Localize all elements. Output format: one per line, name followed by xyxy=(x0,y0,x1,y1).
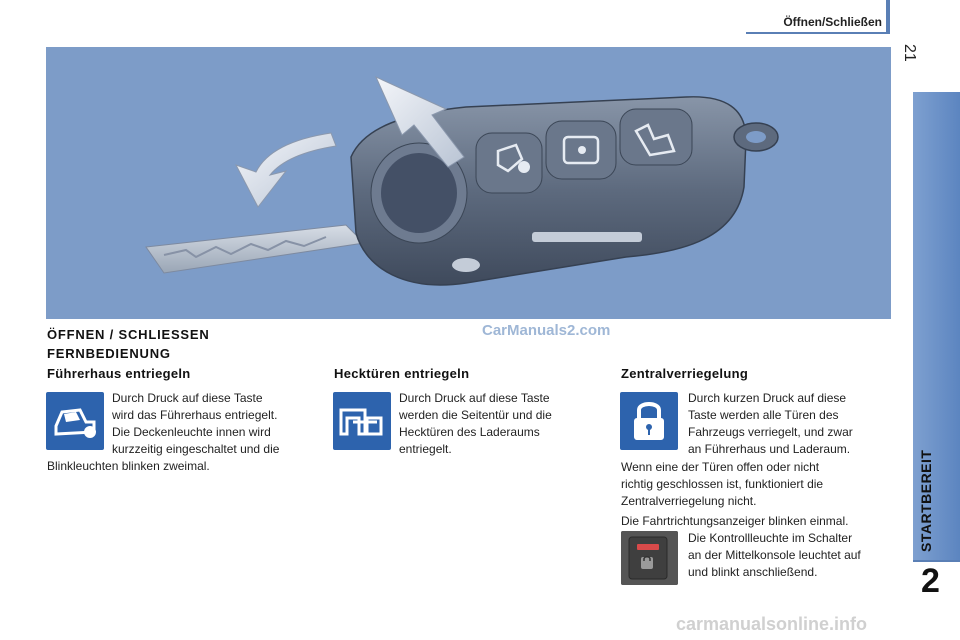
console-switch-photo xyxy=(621,531,678,585)
page-title xyxy=(47,325,210,363)
page-title-line2: FERNBEDIENUNG xyxy=(47,346,171,361)
page-number: 21 xyxy=(901,44,918,62)
central-locking-text-b xyxy=(621,459,823,510)
text-line: werden die Seitentür und die xyxy=(399,408,552,422)
header-bar xyxy=(886,0,890,34)
text-line: entriegelt. xyxy=(399,442,452,456)
text-line: Durch Druck auf diese Taste xyxy=(112,391,263,405)
text-line: Hecktüren des Laderaums xyxy=(399,425,540,439)
text-line: Die Kontrollleuchte im Schalter xyxy=(688,531,853,545)
text-line: Durch kurzen Druck auf diese xyxy=(688,391,847,405)
header-rule xyxy=(746,32,890,34)
text-line: Wenn eine der Türen offen oder nicht xyxy=(621,460,820,474)
text-line: an Führerhaus und Laderaum. xyxy=(688,442,851,456)
text-line: Die Deckenleuchte innen wird xyxy=(112,425,271,439)
key-remote-illustration xyxy=(46,47,891,319)
page-title-line1: ÖFFNEN / SCHLIESSEN xyxy=(47,327,210,342)
text-line: und blinkt anschließend. xyxy=(688,565,818,579)
text-line: an der Mittelkonsole leuchtet auf xyxy=(688,548,861,562)
central-locking-text-a xyxy=(688,390,853,458)
section-title: Öffnen/Schließen xyxy=(783,15,882,29)
cab-unlock-icon xyxy=(46,392,104,450)
text-line: kurzzeitig eingeschaltet und die xyxy=(112,442,280,456)
cab-unlock-text-b: Blinkleuchten blinken zweimal. xyxy=(47,459,210,473)
text-line: wird das Führerhaus entriegelt. xyxy=(112,408,278,422)
central-locking-heading: Zentralverriegelung xyxy=(621,366,749,381)
cab-unlock-text-a xyxy=(112,390,279,458)
watermark-top: CarManuals2.com xyxy=(482,322,611,339)
text-line: Zentralverriegelung nicht. xyxy=(621,494,757,508)
central-locking-text-d xyxy=(688,530,861,581)
cab-unlock-heading: Führerhaus entriegeln xyxy=(47,366,191,381)
rear-unlock-text xyxy=(399,390,552,458)
rear-unlock-heading: Hecktüren entriegeln xyxy=(334,366,470,381)
text-line: Durch Druck auf diese Taste xyxy=(399,391,550,405)
central-locking-text-c: Die Fahrtrichtungsanzeiger blinken einmal. xyxy=(621,514,849,528)
text-line: richtig geschlossen ist, funktioniert die xyxy=(621,477,824,491)
chapter-number: 2 xyxy=(921,562,940,600)
chapter-label: STARTBEREIT xyxy=(918,449,934,552)
padlock-icon xyxy=(620,392,678,450)
text-line: Taste werden alle Türen des xyxy=(688,408,839,422)
rear-doors-unlock-icon xyxy=(333,392,391,450)
text-line: Fahrzeugs verriegelt, und zwar xyxy=(688,425,853,439)
watermark-footer: carmanualsonline.info xyxy=(676,614,868,634)
